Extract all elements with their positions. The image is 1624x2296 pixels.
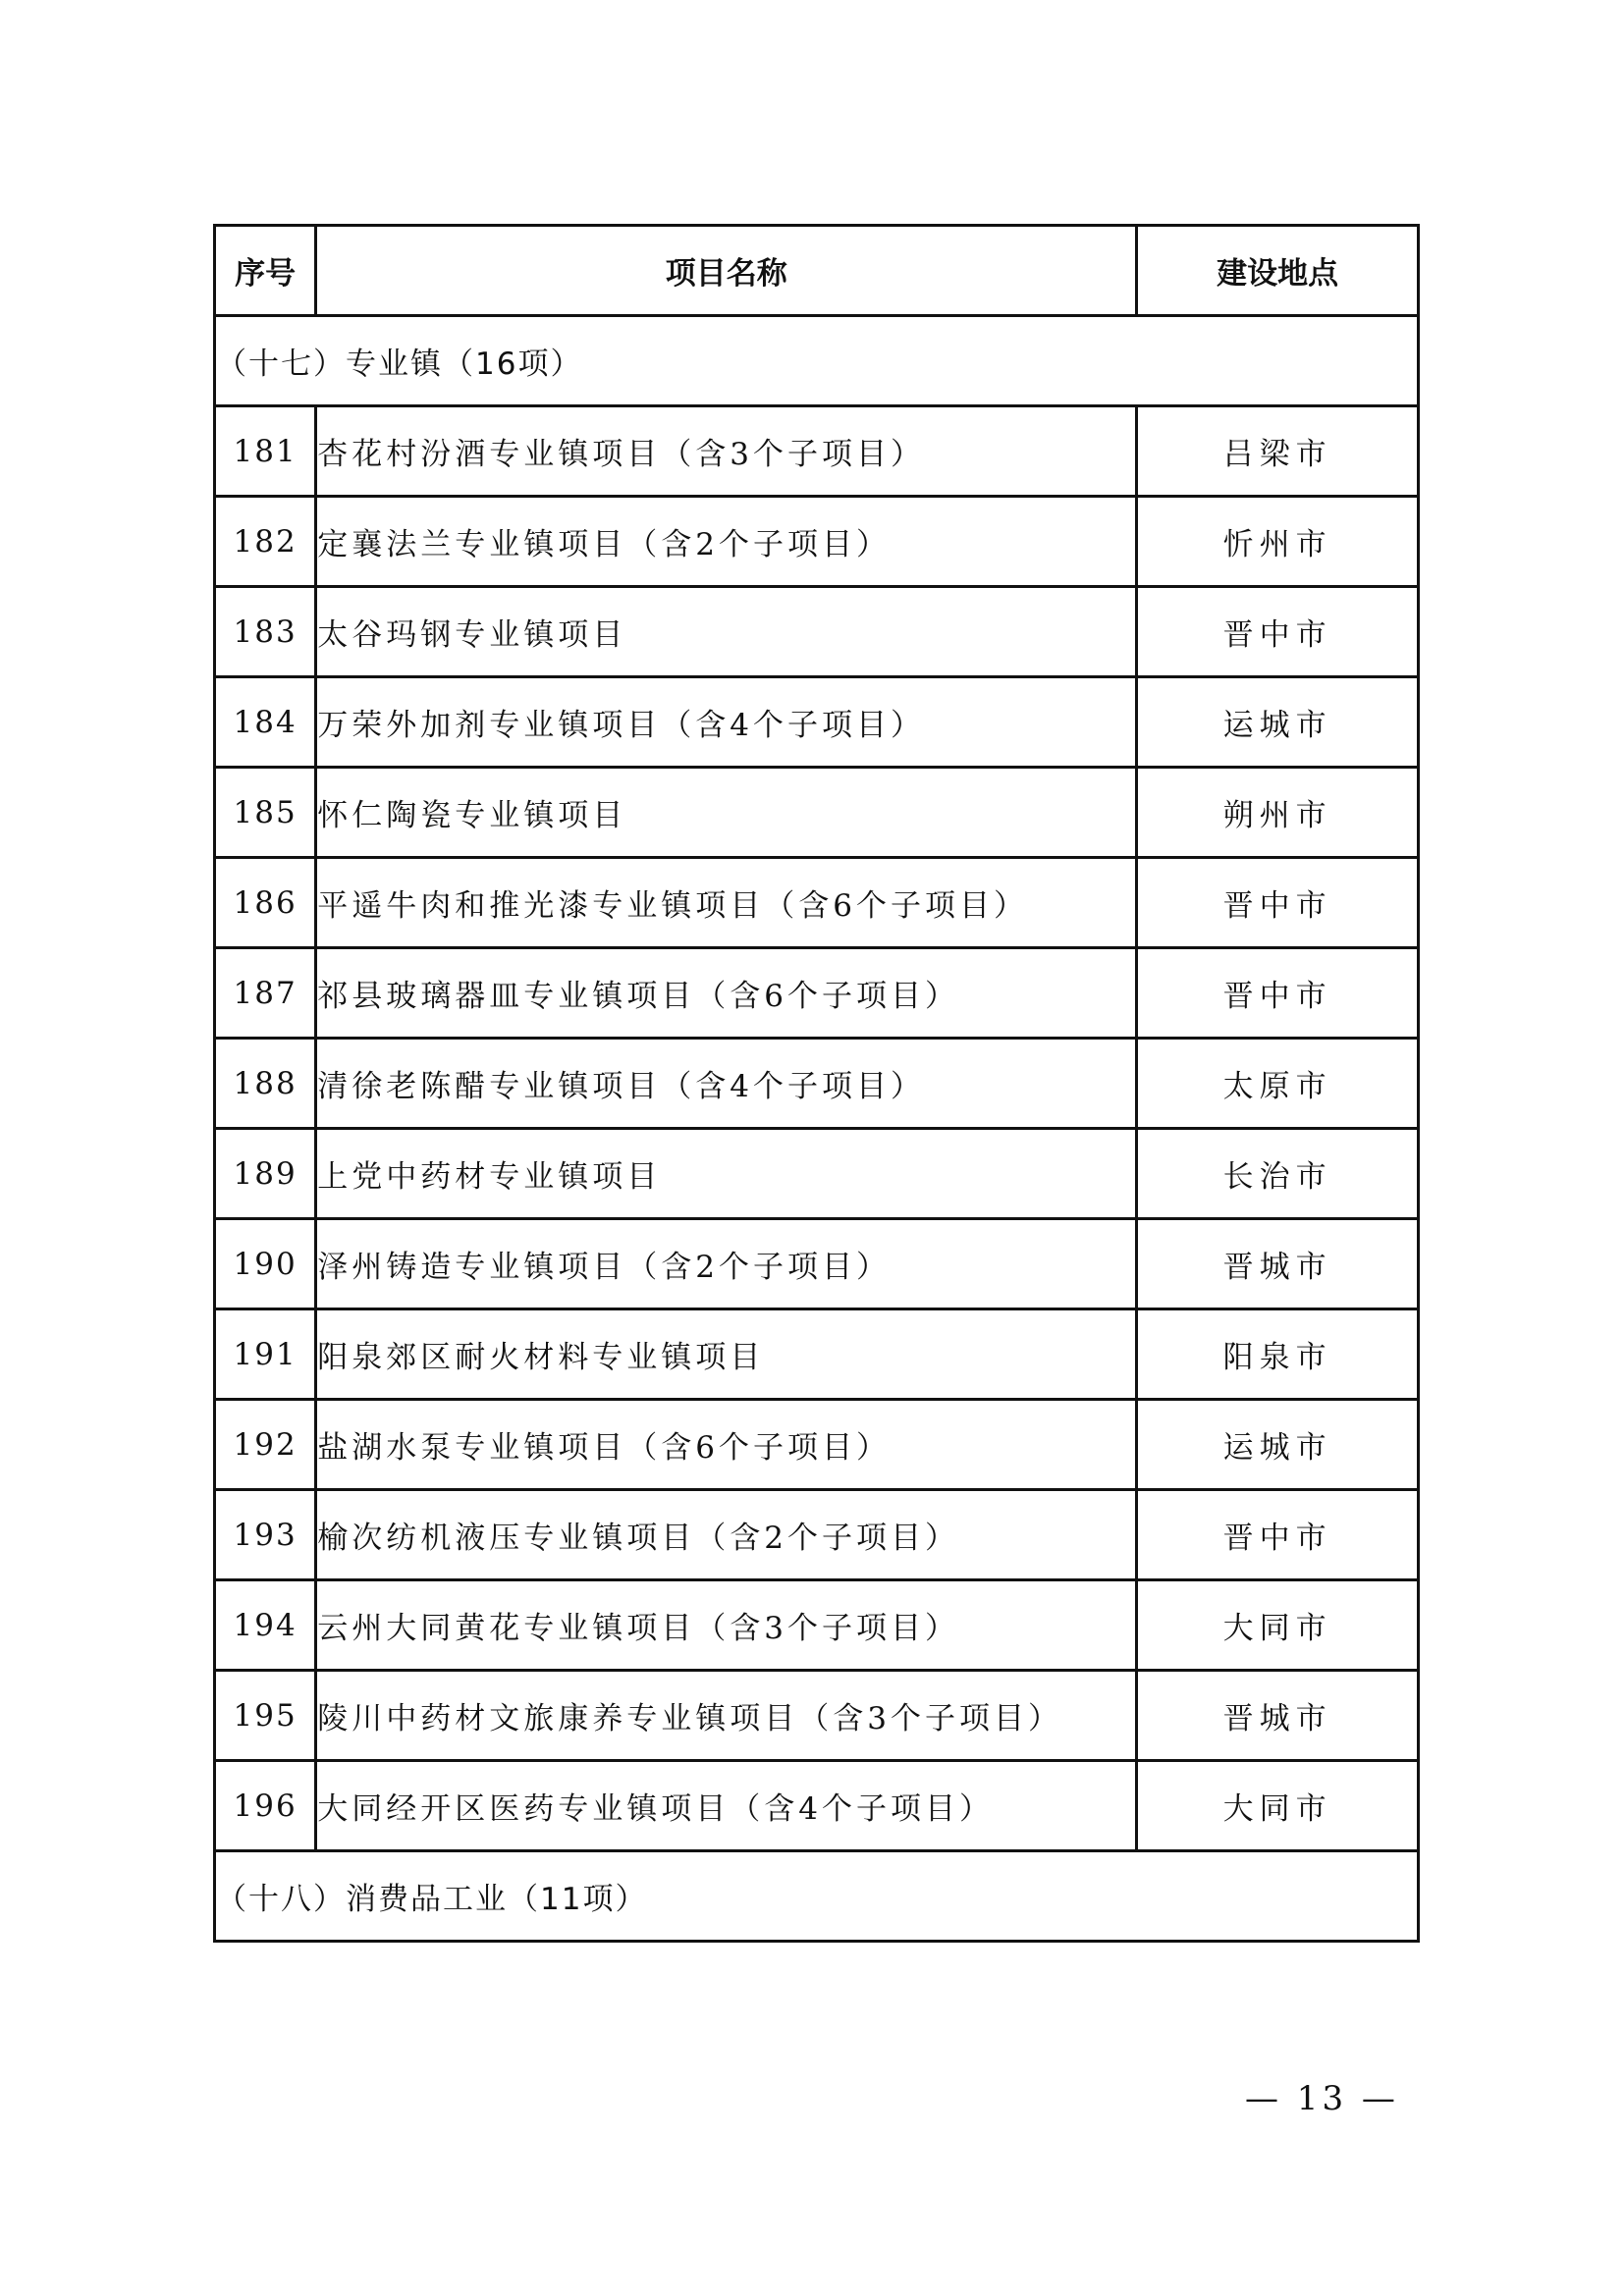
project-location: 晋城市 bbox=[1137, 1671, 1419, 1761]
project-location: 晋城市 bbox=[1137, 1219, 1419, 1309]
project-location: 大同市 bbox=[1137, 1761, 1419, 1851]
table-row bbox=[215, 587, 1419, 677]
table-row bbox=[215, 497, 1419, 587]
project-location: 晋中市 bbox=[1137, 587, 1419, 677]
row-number: 181 bbox=[215, 406, 316, 497]
project-name: 定襄法兰专业镇项目（含2个子项目） bbox=[316, 497, 1137, 587]
project-name: 怀仁陶瓷专业镇项目 bbox=[316, 768, 1137, 858]
page-number: — 13 — bbox=[1245, 2079, 1399, 2118]
section-title-17: （十七）专业镇（16项） bbox=[215, 316, 1419, 406]
project-location: 太原市 bbox=[1137, 1039, 1419, 1129]
row-number: 190 bbox=[215, 1219, 316, 1309]
section-row-18 bbox=[215, 1851, 1419, 1942]
row-number: 195 bbox=[215, 1671, 316, 1761]
project-name: 太谷玛钢专业镇项目 bbox=[316, 587, 1137, 677]
project-name: 大同经开区医药专业镇项目（含4个子项目） bbox=[316, 1761, 1137, 1851]
table-row bbox=[215, 948, 1419, 1039]
row-number: 184 bbox=[215, 677, 316, 768]
project-location: 晋中市 bbox=[1137, 948, 1419, 1039]
project-name: 盐湖水泵专业镇项目（含6个子项目） bbox=[316, 1400, 1137, 1490]
project-location: 晋中市 bbox=[1137, 858, 1419, 948]
table-row bbox=[215, 1490, 1419, 1580]
project-name: 杏花村汾酒专业镇项目（含3个子项目） bbox=[316, 406, 1137, 497]
row-number: 196 bbox=[215, 1761, 316, 1851]
project-location: 晋中市 bbox=[1137, 1490, 1419, 1580]
project-name: 陵川中药材文旅康养专业镇项目（含3个子项目） bbox=[316, 1671, 1137, 1761]
table-row bbox=[215, 1400, 1419, 1490]
table-row bbox=[215, 858, 1419, 948]
project-location: 阳泉市 bbox=[1137, 1309, 1419, 1400]
project-table bbox=[213, 224, 1420, 1943]
table-row bbox=[215, 1580, 1419, 1671]
project-name: 万荣外加剂专业镇项目（含4个子项目） bbox=[316, 677, 1137, 768]
project-name: 泽州铸造专业镇项目（含2个子项目） bbox=[316, 1219, 1137, 1309]
section-title-18: （十八）消费品工业（11项） bbox=[215, 1851, 1419, 1942]
row-number: 193 bbox=[215, 1490, 316, 1580]
project-location: 运城市 bbox=[1137, 1400, 1419, 1490]
header-no: 序号 bbox=[215, 226, 316, 316]
row-number: 182 bbox=[215, 497, 316, 587]
project-location: 大同市 bbox=[1137, 1580, 1419, 1671]
row-number: 189 bbox=[215, 1129, 316, 1219]
row-number: 183 bbox=[215, 587, 316, 677]
project-location: 吕梁市 bbox=[1137, 406, 1419, 497]
project-location: 朔州市 bbox=[1137, 768, 1419, 858]
row-number: 186 bbox=[215, 858, 316, 948]
table-row bbox=[215, 1671, 1419, 1761]
project-name: 清徐老陈醋专业镇项目（含4个子项目） bbox=[316, 1039, 1137, 1129]
row-number: 187 bbox=[215, 948, 316, 1039]
table-row bbox=[215, 1039, 1419, 1129]
project-name: 平遥牛肉和推光漆专业镇项目（含6个子项目） bbox=[316, 858, 1137, 948]
project-location: 长治市 bbox=[1137, 1129, 1419, 1219]
row-number: 192 bbox=[215, 1400, 316, 1490]
section-row-17 bbox=[215, 316, 1419, 406]
table-row bbox=[215, 677, 1419, 768]
header-location: 建设地点 bbox=[1137, 226, 1419, 316]
table-row bbox=[215, 768, 1419, 858]
table-row bbox=[215, 1129, 1419, 1219]
header-name: 项目名称 bbox=[316, 226, 1137, 316]
project-name: 阳泉郊区耐火材料专业镇项目 bbox=[316, 1309, 1137, 1400]
row-number: 188 bbox=[215, 1039, 316, 1129]
table-row bbox=[215, 1219, 1419, 1309]
project-name: 云州大同黄花专业镇项目（含3个子项目） bbox=[316, 1580, 1137, 1671]
table-row bbox=[215, 1309, 1419, 1400]
table-row bbox=[215, 1761, 1419, 1851]
project-name: 榆次纺机液压专业镇项目（含2个子项目） bbox=[316, 1490, 1137, 1580]
project-location: 运城市 bbox=[1137, 677, 1419, 768]
project-location: 忻州市 bbox=[1137, 497, 1419, 587]
row-number: 191 bbox=[215, 1309, 316, 1400]
row-number: 194 bbox=[215, 1580, 316, 1671]
project-name: 上党中药材专业镇项目 bbox=[316, 1129, 1137, 1219]
table-row bbox=[215, 406, 1419, 497]
row-number: 185 bbox=[215, 768, 316, 858]
table-header-row bbox=[215, 226, 1419, 316]
project-name: 祁县玻璃器皿专业镇项目（含6个子项目） bbox=[316, 948, 1137, 1039]
